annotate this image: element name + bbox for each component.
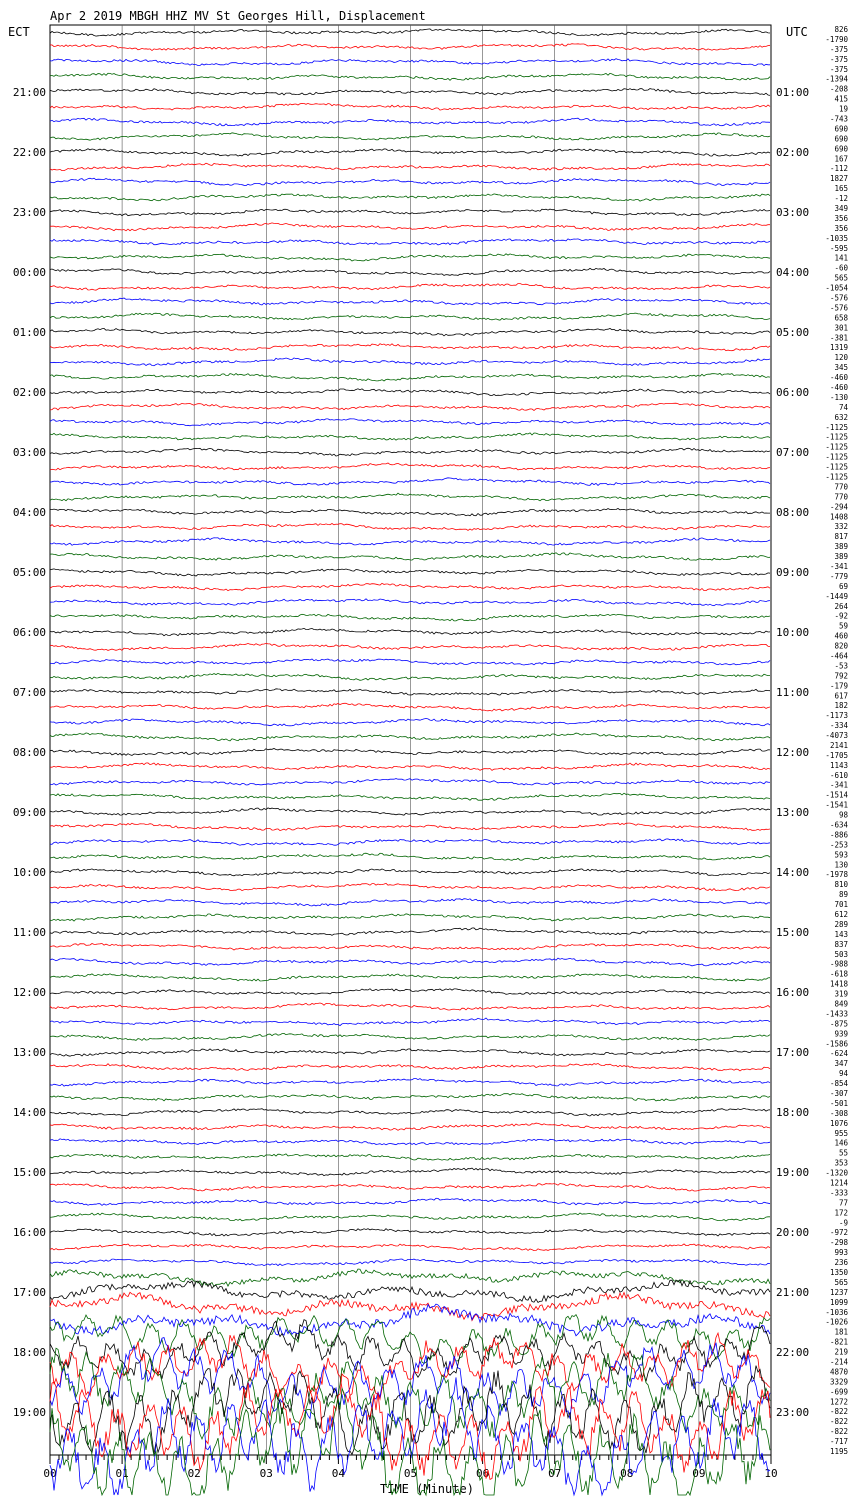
seismic-trace: [50, 509, 770, 516]
seismic-trace: [50, 599, 770, 606]
seismic-trace: [50, 284, 770, 291]
seismic-trace: [50, 328, 770, 336]
trace-offset-value: -595: [829, 243, 848, 253]
trace-offset-value: 617: [834, 691, 848, 701]
seismic-trace: [50, 1049, 770, 1056]
trace-offset-value: 1214: [829, 1178, 848, 1188]
trace-offset-value: -1125: [825, 452, 848, 462]
seismic-trace: [50, 823, 770, 831]
seismic-trace: [50, 1213, 770, 1221]
seismic-trace: [50, 1168, 770, 1176]
x-tick-label: 03: [259, 1467, 273, 1480]
seismic-trace: [50, 1108, 770, 1116]
trace-offset-value: 4870: [829, 1367, 848, 1377]
trace-offset-value: 236: [834, 1258, 848, 1268]
left-hour-label: 19:00: [12, 1406, 46, 1419]
trace-offset-value: -1054: [825, 283, 848, 293]
seismic-trace: [50, 614, 770, 621]
trace-offset-value: -375: [829, 54, 848, 64]
trace-offset-value: 770: [834, 492, 848, 502]
trace-offset-value: 701: [834, 900, 848, 910]
trace-offset-value: -460: [829, 383, 848, 392]
seismic-trace: [50, 89, 770, 96]
seismic-trace: [50, 358, 770, 366]
left-axis-label: ECT: [8, 25, 30, 39]
seismic-trace: [50, 478, 770, 486]
seismic-trace: [50, 149, 770, 156]
right-hour-label: 21:00: [776, 1286, 810, 1299]
right-hour-label: 16:00: [776, 986, 810, 999]
trace-offset-value: -60: [834, 263, 848, 273]
left-hour-label: 14:00: [12, 1106, 46, 1119]
trace-offset-value: -717: [829, 1437, 848, 1447]
x-tick-label: 10: [764, 1467, 778, 1480]
seismic-trace: [50, 583, 770, 590]
trace-offset-value: -308: [829, 1108, 848, 1118]
seismic-trace: [50, 853, 770, 860]
seismic-trace: [50, 1244, 770, 1251]
right-hour-label: 17:00: [776, 1046, 810, 1059]
left-hour-label: 04:00: [12, 506, 46, 519]
right-hour-label: 07:00: [776, 446, 810, 459]
seismic-trace: [50, 448, 770, 456]
trace-offset-value: 690: [834, 144, 848, 154]
trace-offset-value: -576: [829, 303, 848, 313]
trace-offset-value: -972: [829, 1228, 848, 1238]
trace-offset-value: 141: [834, 253, 848, 263]
x-tick-label: 02: [187, 1467, 201, 1480]
trace-offset-value: -112: [829, 164, 848, 174]
trace-offset-value: 565: [834, 273, 848, 283]
seismic-trace: [50, 194, 770, 201]
trace-offset-value: -618: [829, 969, 848, 979]
seismic-trace: [50, 1259, 770, 1266]
trace-offset-value: 3329: [829, 1377, 848, 1387]
trace-offset-value: -501: [829, 1099, 848, 1108]
x-tick-label: 08: [620, 1467, 634, 1480]
seismic-trace: [50, 29, 770, 36]
trace-offset-value: -12: [834, 194, 848, 203]
trace-offset-value: -341: [829, 562, 848, 571]
seismic-trace: [50, 914, 770, 921]
trace-offset-value: 120: [834, 353, 848, 363]
trace-offset-value: 332: [834, 522, 848, 532]
trace-offset-value: 820: [834, 641, 848, 651]
trace-offset-value: 593: [834, 850, 848, 860]
left-hour-label: 08:00: [12, 746, 46, 759]
trace-offset-value: 94: [838, 1069, 848, 1079]
trace-offset-value: 59: [838, 621, 848, 631]
trace-offset-value: -208: [829, 84, 848, 94]
trace-offset-value: 1350: [829, 1268, 848, 1277]
seismic-trace: [50, 1033, 770, 1040]
trace-offset-value: -988: [829, 959, 848, 969]
x-tick-label: 07: [548, 1467, 562, 1480]
x-tick-label: 05: [403, 1467, 418, 1480]
trace-offset-value: 98: [838, 810, 848, 820]
right-hour-label: 03:00: [776, 206, 810, 219]
seismic-trace: [50, 44, 770, 51]
trace-offset-value: -9: [838, 1218, 848, 1228]
trace-offset-value: 690: [834, 124, 848, 134]
left-hour-label: 05:00: [12, 566, 46, 579]
trace-offset-value: 1272: [829, 1397, 848, 1407]
right-hour-label: 04:00: [776, 266, 810, 279]
seismic-trace: [50, 719, 770, 726]
x-tick-label: 00: [43, 1467, 57, 1480]
trace-offset-value: 460: [834, 631, 848, 641]
seismic-trace: [50, 493, 770, 501]
seismic-trace: [50, 763, 770, 771]
right-hour-label: 18:00: [776, 1106, 810, 1119]
seismic-trace: [50, 403, 770, 410]
x-tick-label: 01: [115, 1467, 129, 1480]
trace-offset-value: 1143: [829, 760, 848, 770]
trace-offset-value: 1418: [829, 979, 848, 989]
trace-offset-value: -1394: [825, 74, 848, 84]
trace-offset-value: 69: [838, 581, 848, 591]
trace-offset-value: -375: [829, 44, 848, 54]
right-hour-label: 14:00: [776, 866, 810, 879]
seismic-trace: [50, 569, 770, 576]
right-hour-label: 12:00: [776, 746, 810, 759]
trace-offset-value: -1173: [825, 711, 848, 721]
seismic-trace: [50, 793, 770, 800]
seismic-trace: [50, 643, 770, 650]
seismic-trace: [50, 1063, 770, 1071]
trace-offset-value: 792: [834, 671, 848, 681]
seismic-trace: [50, 254, 770, 261]
chart-title: Apr 2 2019 MBGH HHZ MV St Georges Hill, Displacement: [50, 9, 426, 23]
left-hour-label: 18:00: [12, 1346, 46, 1359]
seismic-trace: [50, 389, 770, 396]
trace-offset-value: 837: [834, 939, 848, 949]
trace-offset-value: -743: [829, 114, 848, 124]
trace-offset-value: 146: [834, 1138, 848, 1148]
trace-offset-value: -610: [829, 770, 848, 780]
seismic-trace: [50, 209, 770, 216]
seismic-trace: [50, 749, 770, 756]
seismic-trace: [50, 1333, 770, 1402]
seismic-trace: [50, 989, 770, 995]
trace-offset-value: 74: [838, 402, 848, 412]
trace-offset-value: -576: [829, 293, 848, 303]
right-hour-label: 02:00: [776, 146, 810, 159]
right-hour-label: 22:00: [776, 1346, 810, 1359]
trace-offset-value: 1237: [829, 1287, 848, 1297]
left-hour-label: 10:00: [12, 866, 46, 879]
trace-offset-value: -779: [829, 571, 848, 581]
trace-offset-value: 349: [834, 204, 848, 213]
right-axis-label: UTC: [786, 25, 808, 39]
trace-offset-value: 389: [834, 542, 848, 552]
x-axis-label: TIME (Minute): [380, 1482, 474, 1496]
trace-offset-value: -1125: [825, 432, 848, 442]
trace-offset-value: 993: [834, 1248, 848, 1258]
seismic-trace: [50, 883, 770, 890]
trace-offset-value: 817: [834, 532, 848, 542]
seismic-trace: [50, 1280, 770, 1303]
trace-offset-value: -1320: [825, 1168, 848, 1178]
x-tick-label: 09: [692, 1467, 706, 1480]
seismic-trace: [50, 689, 770, 695]
left-hour-label: 16:00: [12, 1226, 46, 1239]
trace-offset-value: -624: [829, 1049, 848, 1059]
seismic-trace: [50, 1198, 770, 1205]
seismic-trace: [50, 869, 770, 876]
seismic-trace: [50, 1094, 770, 1101]
trace-offset-value: 347: [834, 1059, 848, 1069]
seismic-trace: [50, 553, 770, 561]
seismic-trace: [50, 944, 770, 951]
trace-offset-value: 165: [834, 184, 848, 194]
seismic-trace: [50, 928, 770, 935]
left-hour-label: 09:00: [12, 806, 46, 819]
seismic-trace: [50, 59, 770, 66]
trace-offset-value: 810: [834, 880, 848, 890]
trace-offset-value: -92: [834, 611, 848, 621]
trace-offset-value: 1319: [829, 343, 848, 353]
trace-offset-value: -214: [829, 1357, 848, 1367]
trace-offset-value: -4073: [825, 731, 848, 740]
trace-offset-value: 2141: [829, 741, 848, 750]
left-hour-label: 17:00: [12, 1286, 46, 1299]
seismic-trace: [50, 958, 770, 966]
trace-offset-value: -822: [829, 1427, 848, 1437]
left-hour-label: 01:00: [12, 326, 46, 339]
trace-offset-value: 415: [834, 94, 848, 104]
trace-offset-value: 264: [834, 601, 848, 611]
trace-offset-value: 182: [834, 701, 848, 711]
trace-offset-value: 939: [834, 1029, 848, 1039]
trace-offset-value: -1125: [825, 422, 848, 432]
seismic-trace: [50, 673, 770, 680]
trace-offset-value: 658: [834, 313, 848, 323]
left-hour-label: 00:00: [12, 266, 46, 279]
trace-offset-value: 181: [834, 1327, 848, 1337]
trace-offset-value: 690: [834, 134, 848, 144]
seismic-trace: [50, 73, 770, 80]
left-hour-label: 07:00: [12, 686, 46, 699]
trace-offset-value: 1076: [829, 1118, 848, 1128]
seismic-trace: [50, 779, 770, 785]
left-hour-label: 21:00: [12, 86, 46, 99]
seismic-trace: [50, 1154, 770, 1160]
trace-offset-value: 1408: [829, 512, 848, 522]
seismic-trace: [50, 163, 770, 170]
trace-offset-value: 1099: [829, 1297, 848, 1307]
seismic-trace: [50, 1003, 770, 1010]
left-hour-label: 11:00: [12, 926, 46, 939]
trace-offset-value: -1541: [825, 800, 848, 810]
seismic-trace: [50, 373, 770, 381]
left-hour-label: 12:00: [12, 986, 46, 999]
right-hour-label: 10:00: [776, 626, 810, 639]
trace-offset-value: 770: [834, 482, 848, 492]
trace-offset-value: -1036: [825, 1307, 848, 1317]
trace-offset-value: 849: [834, 999, 848, 1009]
left-hour-label: 03:00: [12, 446, 46, 459]
trace-offset-value: 612: [834, 910, 848, 919]
trace-offset-value: -634: [829, 820, 848, 830]
trace-offset-value: 1827: [829, 174, 848, 184]
right-hour-label: 08:00: [776, 506, 810, 519]
seismic-trace: [50, 1184, 770, 1192]
seismic-trace: [50, 733, 770, 741]
seismic-trace: [50, 313, 770, 320]
trace-offset-value: -130: [829, 392, 848, 402]
trace-offset-value: 301: [834, 323, 848, 333]
right-hour-label: 06:00: [776, 386, 810, 399]
trace-offset-value: -1125: [825, 462, 848, 472]
seismic-trace: [50, 463, 770, 470]
seismic-trace: [50, 118, 770, 126]
right-hour-label: 05:00: [776, 326, 810, 339]
trace-offset-value: -1586: [825, 1039, 848, 1049]
trace-offset-value: 167: [834, 154, 848, 164]
left-hour-label: 06:00: [12, 626, 46, 639]
trace-offset-value: -341: [829, 780, 848, 790]
right-hour-label: 20:00: [776, 1226, 810, 1239]
trace-offset-value: -294: [829, 502, 848, 512]
right-hour-label: 01:00: [776, 86, 810, 99]
trace-offset-value: -1433: [825, 1009, 848, 1019]
seismic-trace: [50, 268, 770, 275]
seismic-trace: [50, 974, 770, 981]
x-tick-label: 06: [475, 1467, 490, 1480]
seismic-trace: [50, 1139, 770, 1145]
seismic-trace: [50, 899, 770, 906]
seismic-trace: [50, 628, 770, 635]
seismic-trace: [50, 344, 770, 351]
trace-offset-value: 503: [834, 949, 848, 959]
right-hour-label: 13:00: [776, 806, 810, 819]
trace-offset-value: -886: [829, 830, 848, 840]
right-hour-label: 11:00: [776, 686, 810, 699]
trace-offset-value: -699: [829, 1387, 848, 1397]
trace-offset-value: 219: [834, 1347, 848, 1357]
trace-offset-value: 353: [834, 1158, 848, 1168]
trace-offset-value: 345: [834, 363, 848, 373]
seismic-trace: [50, 1123, 770, 1130]
seismic-trace: [50, 524, 770, 531]
trace-offset-value: -822: [829, 1407, 848, 1417]
right-hour-label: 23:00: [776, 1406, 810, 1419]
right-hour-label: 19:00: [776, 1166, 810, 1179]
trace-offset-value: -1790: [825, 34, 848, 44]
trace-offset-value: -1449: [825, 591, 848, 601]
trace-offset-value: 632: [834, 412, 848, 422]
seismic-trace: [50, 659, 770, 665]
trace-offset-value: -822: [829, 1417, 848, 1427]
trace-offset-value: 826: [834, 25, 848, 34]
seismic-trace: [50, 178, 770, 185]
trace-offset-value: -854: [829, 1079, 848, 1089]
trace-offset-value: 955: [834, 1128, 848, 1138]
seismic-trace: [50, 1079, 770, 1087]
trace-offset-value: -875: [829, 1019, 848, 1029]
seismic-trace: [50, 133, 770, 140]
trace-offset-value: -1705: [825, 750, 848, 760]
seismic-trace: [50, 1229, 770, 1236]
trace-offset-value: -1125: [825, 472, 848, 482]
trace-offset-value: -1125: [825, 442, 848, 452]
trace-offset-value: -333: [829, 1188, 848, 1198]
trace-offset-value: 19: [838, 104, 848, 114]
trace-offset-value: 319: [834, 989, 848, 999]
seismic-trace: [50, 223, 770, 231]
trace-offset-value: -464: [829, 651, 848, 661]
trace-offset-value: 389: [834, 552, 848, 561]
right-hour-label: 15:00: [776, 926, 810, 939]
seismic-trace: [50, 808, 770, 815]
trace-offset-value: -381: [829, 333, 848, 343]
left-hour-label: 13:00: [12, 1046, 46, 1059]
seismic-trace: [50, 538, 770, 546]
trace-offset-value: -460: [829, 373, 848, 382]
trace-offset-value: -53: [834, 661, 848, 671]
trace-offset-value: -1026: [825, 1317, 848, 1327]
trace-offset-value: 289: [834, 920, 848, 929]
trace-offset-value: 356: [834, 223, 848, 233]
trace-offset-value: 1195: [829, 1447, 848, 1456]
left-hour-label: 23:00: [12, 206, 46, 219]
trace-offset-value: -253: [829, 840, 848, 850]
left-hour-label: 15:00: [12, 1166, 46, 1179]
trace-offset-value: 77: [838, 1198, 848, 1208]
trace-offset-value: 565: [834, 1278, 848, 1287]
trace-offset-value: -1514: [825, 790, 848, 800]
trace-offset-value: -1035: [825, 233, 848, 243]
trace-offset-value: 172: [834, 1208, 848, 1218]
seismic-trace: [50, 1320, 770, 1382]
right-hour-label: 09:00: [776, 566, 810, 579]
trace-offset-value: 55: [838, 1148, 848, 1158]
x-tick-label: 04: [331, 1467, 346, 1480]
seismic-trace: [50, 1018, 770, 1026]
seismic-trace: [50, 298, 770, 305]
trace-offset-value: 130: [834, 860, 848, 870]
left-hour-label: 22:00: [12, 146, 46, 159]
trace-offset-value: -179: [829, 681, 848, 691]
trace-offset-value: -375: [829, 64, 848, 74]
seismic-trace: [50, 703, 770, 711]
seismic-trace: [50, 433, 770, 440]
trace-offset-value: 356: [834, 213, 848, 223]
seismic-trace: [50, 239, 770, 245]
seismic-trace: [50, 1292, 770, 1320]
seismic-trace: [50, 1269, 770, 1287]
trace-offset-value: -1978: [825, 870, 848, 880]
seismic-trace: [50, 103, 770, 110]
seismic-trace: [50, 419, 770, 426]
left-hour-label: 02:00: [12, 386, 46, 399]
trace-offset-value: -307: [829, 1089, 848, 1098]
trace-offset-value: 143: [834, 929, 848, 939]
trace-offset-value: -334: [829, 721, 848, 731]
trace-offset-value: -821: [829, 1337, 848, 1347]
trace-offset-value: -298: [829, 1238, 848, 1248]
trace-offset-value: 89: [838, 890, 848, 900]
seismic-trace: [50, 839, 770, 845]
